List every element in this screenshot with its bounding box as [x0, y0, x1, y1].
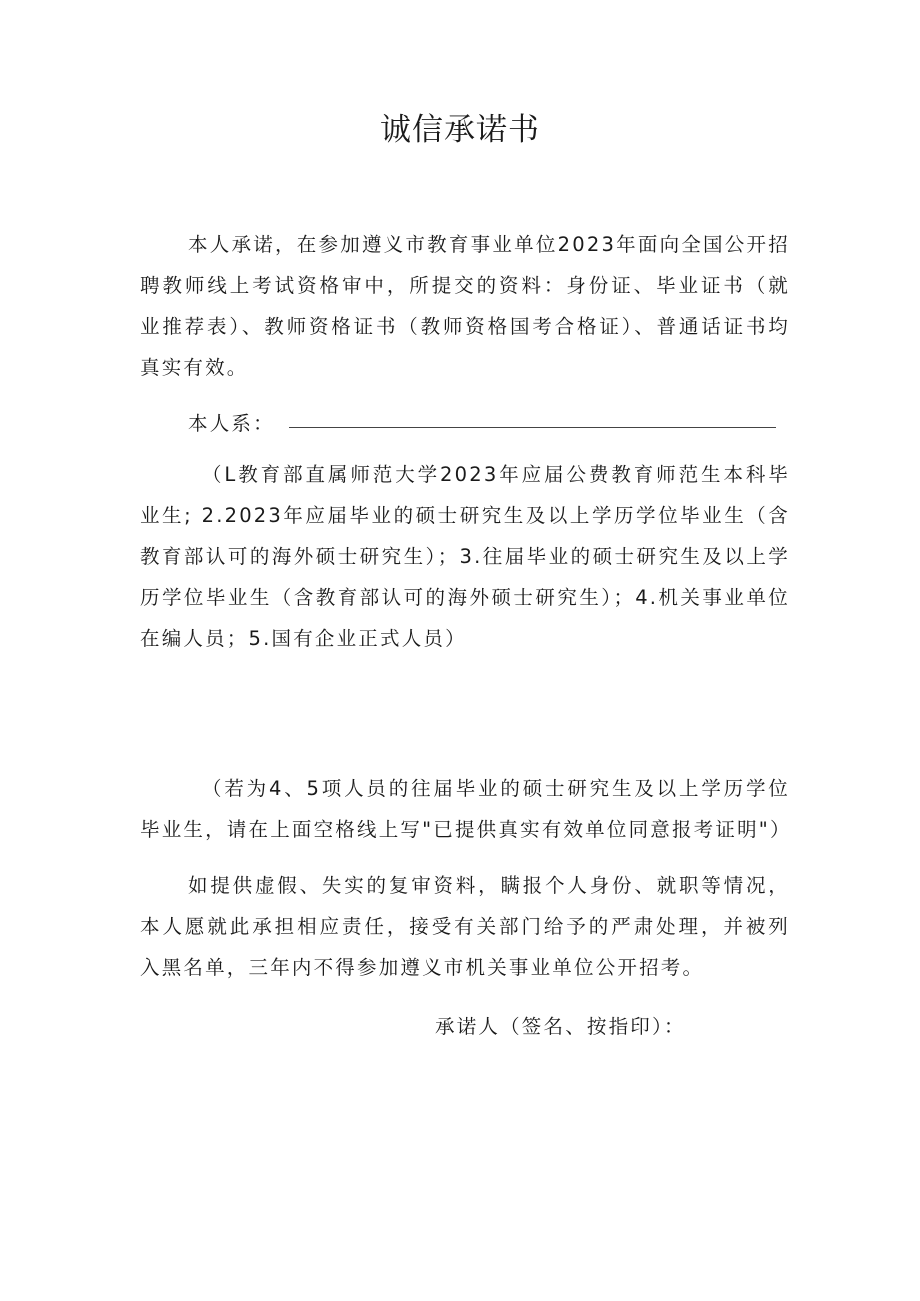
instruction-note: （若为4、5项人员的往届毕业的硕士研究生及以上学历学位毕业生，请在上面空格线上写"已提供真实有效单位同意报考证明"） — [140, 777, 792, 841]
warning-paragraph: 如提供虚假、失实的复审资料，瞒报个人身份、就职等情况，本人愿就此承担相应责任，接受有关部门给予的严肃处理，并被列入黑名单，三年内不得参加遵义市机关事业单位公开招考。 — [140, 874, 790, 979]
commitment-paragraph: 本人承诺，在参加遵义市教育事业单位2023年面向全国公开招聘教师线上考试资格审中，所提交的资料：身份证、毕业证书（就业推荐表）、教师资格证书（教师资格国考合格证）、普通话证书均真实有效。 — [140, 233, 790, 379]
category-note: （L教育部直属师范大学2023年应届公费教育师范生本科毕业生; 2.2023年应届毕业的硕士研究生及以上学历学位毕业生（含教育部认可的海外硕士研究生）；3.往届毕业的硕士研究生及以上学历学位毕业生（含教育部认可的海外硕士研究生）；4.机关事业单位在编人员；5.国有企业正式人员） — [140, 463, 790, 650]
signature-label: 承诺人（签名、按指印）： — [435, 1015, 686, 1038]
document-title: 诚信承诺书 — [380, 112, 540, 148]
identity-row — [188, 401, 776, 442]
identity-label: 本人系： — [188, 411, 275, 435]
identity-blank-line[interactable] — [289, 427, 776, 428]
